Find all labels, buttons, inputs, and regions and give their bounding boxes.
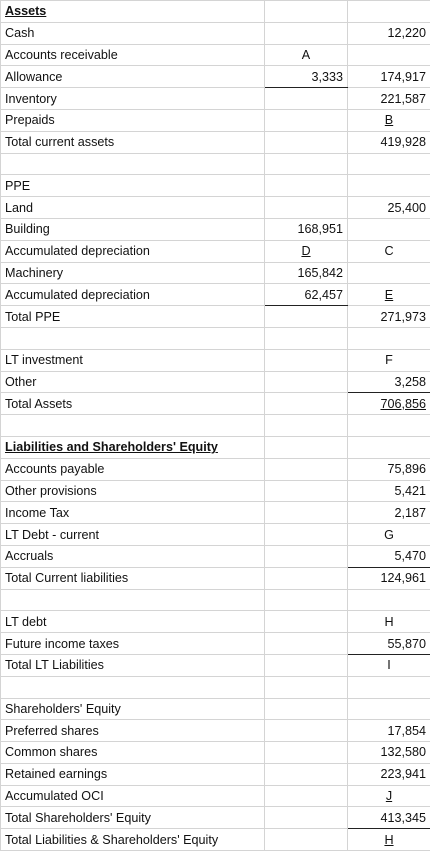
mid-value[interactable] bbox=[265, 742, 348, 764]
mid-value[interactable] bbox=[265, 109, 348, 131]
right-value[interactable] bbox=[348, 218, 430, 240]
right-value[interactable]: F bbox=[348, 349, 430, 371]
mid-value[interactable] bbox=[265, 763, 348, 785]
right-value[interactable]: J bbox=[348, 785, 430, 807]
table-row[interactable] bbox=[1, 306, 430, 328]
table-row[interactable] bbox=[1, 698, 430, 720]
table-row[interactable] bbox=[1, 829, 430, 851]
right-value[interactable]: 223,941 bbox=[348, 763, 430, 785]
cell[interactable] bbox=[265, 153, 348, 175]
row-label[interactable]: Cash bbox=[1, 22, 265, 44]
table-row[interactable] bbox=[1, 742, 430, 764]
row-label[interactable]: Accounts payable bbox=[1, 458, 265, 480]
row-label[interactable]: Accumulated depreciation bbox=[1, 284, 265, 306]
mid-value[interactable] bbox=[265, 393, 348, 415]
row-label[interactable]: LT Debt - current bbox=[1, 524, 265, 546]
blank-row[interactable] bbox=[1, 676, 430, 698]
right-value[interactable]: B bbox=[348, 109, 430, 131]
row-label[interactable]: Total Current liabilities bbox=[1, 567, 265, 589]
right-value[interactable] bbox=[348, 262, 430, 284]
table-row[interactable] bbox=[1, 88, 430, 110]
row-label[interactable]: Accumulated depreciation bbox=[1, 240, 265, 262]
table-row[interactable] bbox=[1, 720, 430, 742]
mid-value[interactable] bbox=[265, 22, 348, 44]
row-label[interactable]: Building bbox=[1, 218, 265, 240]
right-value[interactable]: 75,896 bbox=[348, 458, 430, 480]
mid-value[interactable] bbox=[265, 829, 348, 851]
table-row[interactable] bbox=[1, 633, 430, 655]
row-label[interactable]: Income Tax bbox=[1, 502, 265, 524]
row-label[interactable]: Retained earnings bbox=[1, 763, 265, 785]
right-value[interactable]: 3,258 bbox=[348, 371, 430, 393]
right-value[interactable]: 55,870 bbox=[348, 633, 430, 655]
right-value[interactable]: 221,587 bbox=[348, 88, 430, 110]
row-label[interactable]: Accumulated OCI bbox=[1, 785, 265, 807]
right-value[interactable]: 706,856 bbox=[348, 393, 430, 415]
cell[interactable] bbox=[265, 436, 348, 458]
mid-value[interactable] bbox=[265, 567, 348, 589]
cell[interactable] bbox=[265, 589, 348, 611]
mid-value[interactable] bbox=[265, 197, 348, 219]
mid-value[interactable] bbox=[265, 502, 348, 524]
table-row[interactable] bbox=[1, 22, 430, 44]
section-heading-liabilities[interactable]: Liabilities and Shareholders' Equity bbox=[1, 436, 265, 458]
table-row[interactable] bbox=[1, 349, 430, 371]
mid-value[interactable]: 168,951 bbox=[265, 218, 348, 240]
cell[interactable] bbox=[265, 415, 348, 437]
mid-value[interactable]: 62,457 bbox=[265, 284, 348, 306]
cell[interactable] bbox=[348, 153, 430, 175]
row-label[interactable]: Total LT Liabilities bbox=[1, 654, 265, 676]
mid-value[interactable] bbox=[265, 458, 348, 480]
cell[interactable] bbox=[265, 327, 348, 349]
row-label[interactable]: Land bbox=[1, 197, 265, 219]
cell[interactable] bbox=[265, 676, 348, 698]
right-value[interactable] bbox=[348, 175, 430, 197]
mid-value[interactable] bbox=[265, 807, 348, 829]
mid-value[interactable] bbox=[265, 306, 348, 328]
row-label[interactable]: Total Liabilities & Shareholders' Equity bbox=[1, 829, 265, 851]
row-label[interactable]: Prepaids bbox=[1, 109, 265, 131]
row-label[interactable]: LT investment bbox=[1, 349, 265, 371]
blank-row[interactable] bbox=[1, 589, 430, 611]
mid-value[interactable]: 3,333 bbox=[265, 66, 348, 88]
blank-row[interactable] bbox=[1, 327, 430, 349]
row-label[interactable]: Total PPE bbox=[1, 306, 265, 328]
mid-value[interactable] bbox=[265, 131, 348, 153]
mid-value[interactable] bbox=[265, 371, 348, 393]
right-value[interactable]: 5,421 bbox=[348, 480, 430, 502]
cell[interactable] bbox=[348, 415, 430, 437]
blank-row[interactable] bbox=[1, 153, 430, 175]
mid-value[interactable] bbox=[265, 785, 348, 807]
table-row[interactable] bbox=[1, 197, 430, 219]
mid-value[interactable] bbox=[265, 349, 348, 371]
right-value[interactable]: H bbox=[348, 829, 430, 851]
right-value[interactable]: 132,580 bbox=[348, 742, 430, 764]
table-row[interactable] bbox=[1, 763, 430, 785]
table-row[interactable] bbox=[1, 545, 430, 567]
cell[interactable] bbox=[1, 327, 265, 349]
table-row[interactable] bbox=[1, 480, 430, 502]
right-value[interactable]: E bbox=[348, 284, 430, 306]
mid-value[interactable] bbox=[265, 611, 348, 633]
table-row[interactable] bbox=[1, 218, 430, 240]
row-label[interactable]: Accruals bbox=[1, 545, 265, 567]
cell[interactable] bbox=[348, 1, 430, 23]
cell[interactable] bbox=[265, 1, 348, 23]
right-value[interactable] bbox=[348, 698, 430, 720]
table-row[interactable] bbox=[1, 66, 430, 88]
right-value[interactable] bbox=[348, 44, 430, 66]
right-value[interactable]: G bbox=[348, 524, 430, 546]
cell[interactable] bbox=[348, 327, 430, 349]
mid-value[interactable] bbox=[265, 88, 348, 110]
table-row[interactable] bbox=[1, 567, 430, 589]
row-label[interactable]: Total Shareholders' Equity bbox=[1, 807, 265, 829]
right-value[interactable]: 17,854 bbox=[348, 720, 430, 742]
mid-value[interactable]: 165,842 bbox=[265, 262, 348, 284]
row-label[interactable]: Future income taxes bbox=[1, 633, 265, 655]
cell[interactable] bbox=[1, 676, 265, 698]
mid-value[interactable] bbox=[265, 720, 348, 742]
table-row[interactable] bbox=[1, 240, 430, 262]
table-row[interactable] bbox=[1, 393, 430, 415]
right-value[interactable]: 25,400 bbox=[348, 197, 430, 219]
mid-value[interactable] bbox=[265, 633, 348, 655]
table-row[interactable] bbox=[1, 1, 430, 23]
row-label[interactable]: Shareholders' Equity bbox=[1, 698, 265, 720]
right-value[interactable]: 12,220 bbox=[348, 22, 430, 44]
row-label[interactable]: Common shares bbox=[1, 742, 265, 764]
right-value[interactable]: 174,917 bbox=[348, 66, 430, 88]
table-row[interactable] bbox=[1, 109, 430, 131]
row-label[interactable]: Accounts receivable bbox=[1, 44, 265, 66]
row-label[interactable]: Machinery bbox=[1, 262, 265, 284]
table-row[interactable] bbox=[1, 807, 430, 829]
right-value[interactable]: I bbox=[348, 654, 430, 676]
section-heading-assets[interactable]: Assets bbox=[1, 1, 265, 23]
table-row[interactable] bbox=[1, 175, 430, 197]
mid-value[interactable] bbox=[265, 545, 348, 567]
row-label[interactable]: Total current assets bbox=[1, 131, 265, 153]
row-label[interactable]: Inventory bbox=[1, 88, 265, 110]
table-row[interactable] bbox=[1, 524, 430, 546]
row-label[interactable]: Other provisions bbox=[1, 480, 265, 502]
mid-value[interactable]: A bbox=[265, 44, 348, 66]
right-value[interactable]: 2,187 bbox=[348, 502, 430, 524]
cell[interactable] bbox=[348, 436, 430, 458]
table-row[interactable] bbox=[1, 131, 430, 153]
table-row[interactable] bbox=[1, 611, 430, 633]
right-value[interactable]: 271,973 bbox=[348, 306, 430, 328]
cell[interactable] bbox=[1, 153, 265, 175]
table-row[interactable] bbox=[1, 436, 430, 458]
right-value[interactable]: C bbox=[348, 240, 430, 262]
right-value[interactable]: 5,470 bbox=[348, 545, 430, 567]
mid-value[interactable]: D bbox=[265, 240, 348, 262]
row-label[interactable]: Other bbox=[1, 371, 265, 393]
table-row[interactable] bbox=[1, 458, 430, 480]
cell[interactable] bbox=[348, 589, 430, 611]
row-label[interactable]: Allowance bbox=[1, 66, 265, 88]
mid-value[interactable] bbox=[265, 524, 348, 546]
cell[interactable] bbox=[1, 415, 265, 437]
table-row[interactable] bbox=[1, 502, 430, 524]
mid-value[interactable] bbox=[265, 175, 348, 197]
cell[interactable] bbox=[1, 589, 265, 611]
table-row[interactable] bbox=[1, 654, 430, 676]
right-value[interactable]: 124,961 bbox=[348, 567, 430, 589]
table-row[interactable] bbox=[1, 371, 430, 393]
mid-value[interactable] bbox=[265, 480, 348, 502]
row-label[interactable]: PPE bbox=[1, 175, 265, 197]
table-row[interactable] bbox=[1, 284, 430, 306]
table-row[interactable] bbox=[1, 262, 430, 284]
row-label[interactable]: Preferred shares bbox=[1, 720, 265, 742]
mid-value[interactable] bbox=[265, 698, 348, 720]
blank-row[interactable] bbox=[1, 415, 430, 437]
right-value[interactable]: 413,345 bbox=[348, 807, 430, 829]
table-row[interactable] bbox=[1, 785, 430, 807]
row-label[interactable]: Total Assets bbox=[1, 393, 265, 415]
right-value[interactable]: H bbox=[348, 611, 430, 633]
row-label[interactable]: LT debt bbox=[1, 611, 265, 633]
mid-value[interactable] bbox=[265, 654, 348, 676]
right-value[interactable]: 419,928 bbox=[348, 131, 430, 153]
cell[interactable] bbox=[348, 676, 430, 698]
table-row[interactable] bbox=[1, 44, 430, 66]
